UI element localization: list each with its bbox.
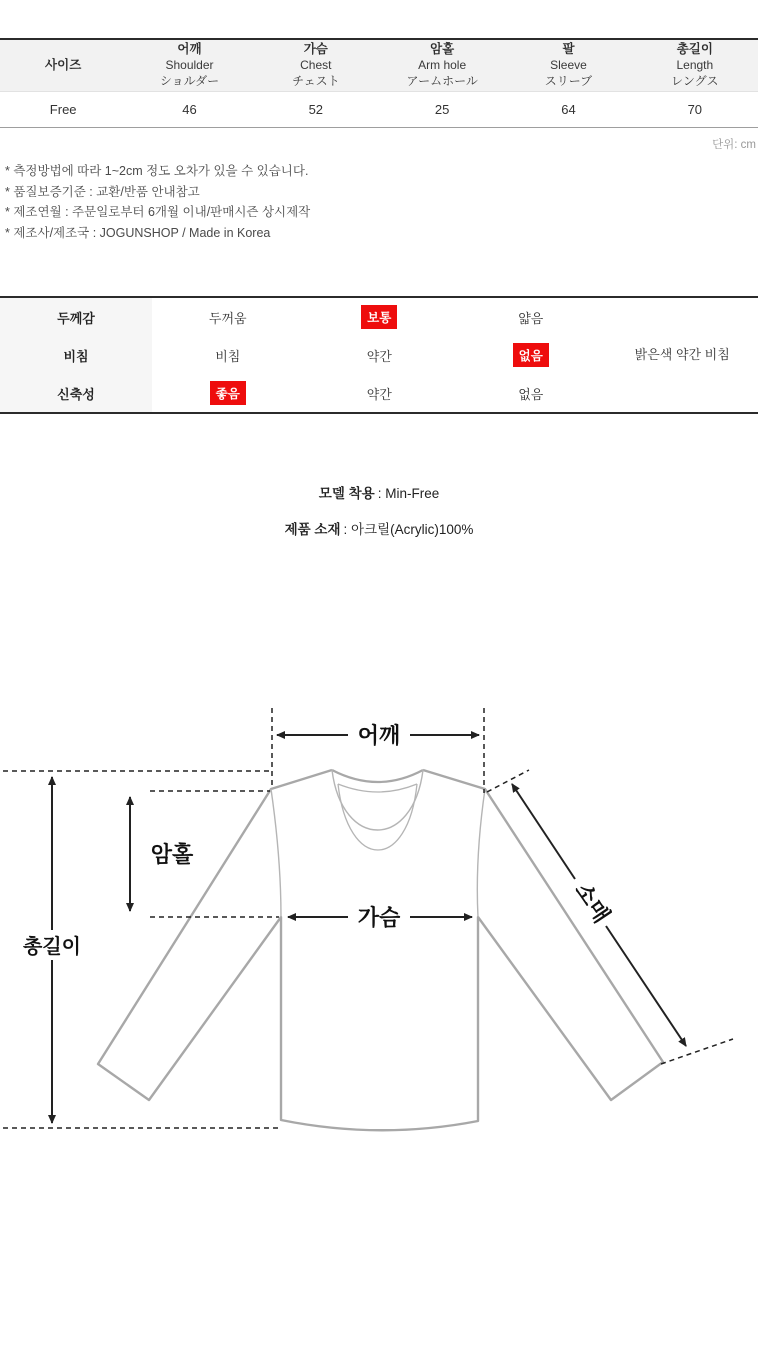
property-row-thickness — [0, 298, 758, 336]
property-row-sheerness — [0, 336, 758, 374]
product-info-section — [0, 482, 758, 554]
chest-value: 52 — [308, 101, 324, 117]
diagram-label-length: 총길이 — [23, 936, 81, 958]
column-header-en: Arm hole — [418, 58, 467, 73]
option-text: 밝은색 약간 비침 — [634, 347, 730, 363]
column-header-kr: 어깨 — [177, 42, 202, 57]
sleeve-value: 64 — [561, 101, 576, 117]
property-label: 두께감 — [0, 298, 152, 336]
material-line — [0, 518, 758, 538]
column-header-en: Chest — [300, 58, 332, 73]
length-value: 70 — [687, 101, 703, 117]
property-option — [304, 336, 456, 374]
size-table-header-row — [0, 39, 758, 91]
property-label: 신축성 — [0, 374, 152, 412]
property-option — [152, 298, 304, 336]
diagram-label-chest: 가슴 — [357, 905, 401, 930]
selected-badge: 보통 — [361, 305, 397, 329]
unit-note: 단위: cm — [712, 139, 756, 151]
note-quality-guarantee: * 품질보증기준 : 교환/반품 안내참고 — [5, 184, 200, 199]
size-table-section — [0, 38, 758, 128]
property-option — [304, 374, 456, 412]
property-option-selected — [304, 298, 456, 336]
option-text: 얇음 — [518, 310, 544, 326]
garment-outline — [98, 770, 663, 1130]
property-option — [607, 336, 758, 374]
option-text: 두꺼움 — [208, 310, 247, 326]
option-text: 비침 — [215, 348, 241, 364]
column-header-en: Length — [676, 58, 714, 73]
diagram-label-sleeve: 소매 — [570, 878, 615, 928]
property-option — [455, 374, 607, 412]
selected-badge: 좋음 — [210, 381, 246, 405]
extension-line-sleeve-bottom — [661, 1039, 733, 1064]
option-text: 약간 — [366, 386, 392, 402]
model-wearing-label: 모델 착용 — [318, 486, 375, 501]
property-option-selected — [152, 374, 304, 412]
column-header-en: Sleeve — [550, 58, 587, 73]
measurement-diagram — [0, 690, 758, 1160]
property-option-selected — [455, 336, 607, 374]
model-wearing-value: : Min-Free — [377, 486, 440, 501]
property-option — [455, 298, 607, 336]
extension-line-sleeve-top — [487, 770, 529, 792]
selected-badge: 없음 — [513, 343, 549, 367]
material-label: 제품 소재 — [284, 522, 341, 537]
note-measurement-tolerance: * 측정방법에 따라 1~2cm 정도 오차가 있을 수 있습니다. — [5, 164, 309, 178]
property-option-empty — [607, 298, 758, 336]
note-manufacture-date: * 제조연월 : 주문일로부터 6개월 이내/판매시즌 상시제작 — [5, 205, 311, 219]
shoulder-value: 46 — [182, 101, 197, 117]
size-table — [0, 38, 758, 128]
column-header-jp: チェスト — [292, 74, 340, 89]
column-header-kr: 총길이 — [676, 42, 713, 57]
column-header-kr: 팔 — [562, 42, 575, 57]
column-header-sleeve — [505, 39, 631, 91]
property-option-empty — [607, 374, 758, 412]
armhole-value: 25 — [434, 101, 450, 117]
column-header-jp: アームホール — [406, 74, 478, 89]
note-manufacturer: * 제조사/제조국 : JOGUNSHOP / Made in Korea — [5, 225, 271, 240]
property-row-elasticity — [0, 374, 758, 412]
column-header-label: 사이즈 — [45, 58, 82, 73]
size-value: Free — [49, 101, 77, 117]
column-header-length — [632, 39, 758, 91]
column-header-jp: レングス — [671, 74, 719, 89]
column-header-kr: 암홀 — [430, 42, 455, 57]
column-header-jp: スリーブ — [544, 74, 593, 89]
property-option — [152, 336, 304, 374]
model-wearing-line — [0, 482, 758, 502]
column-header-jp: ショルダー — [159, 74, 220, 89]
material-value: : 아크릴(Acrylic)100% — [343, 522, 474, 537]
diagram-label-armhole: 암홀 — [150, 842, 194, 867]
column-header-size — [0, 39, 126, 91]
column-header-en: Shoulder — [165, 58, 214, 73]
fabric-properties-table — [0, 296, 758, 414]
product-notes — [5, 161, 310, 243]
column-header-shoulder — [126, 39, 252, 91]
option-text: 약간 — [366, 348, 392, 364]
diagram-label-shoulder: 어깨 — [357, 723, 401, 748]
column-header-chest — [253, 39, 379, 91]
size-table-data-row — [0, 91, 758, 127]
property-label: 비침 — [0, 336, 152, 374]
column-header-kr: 가슴 — [303, 42, 328, 57]
option-text: 없음 — [518, 386, 544, 402]
column-header-armhole — [379, 39, 505, 91]
